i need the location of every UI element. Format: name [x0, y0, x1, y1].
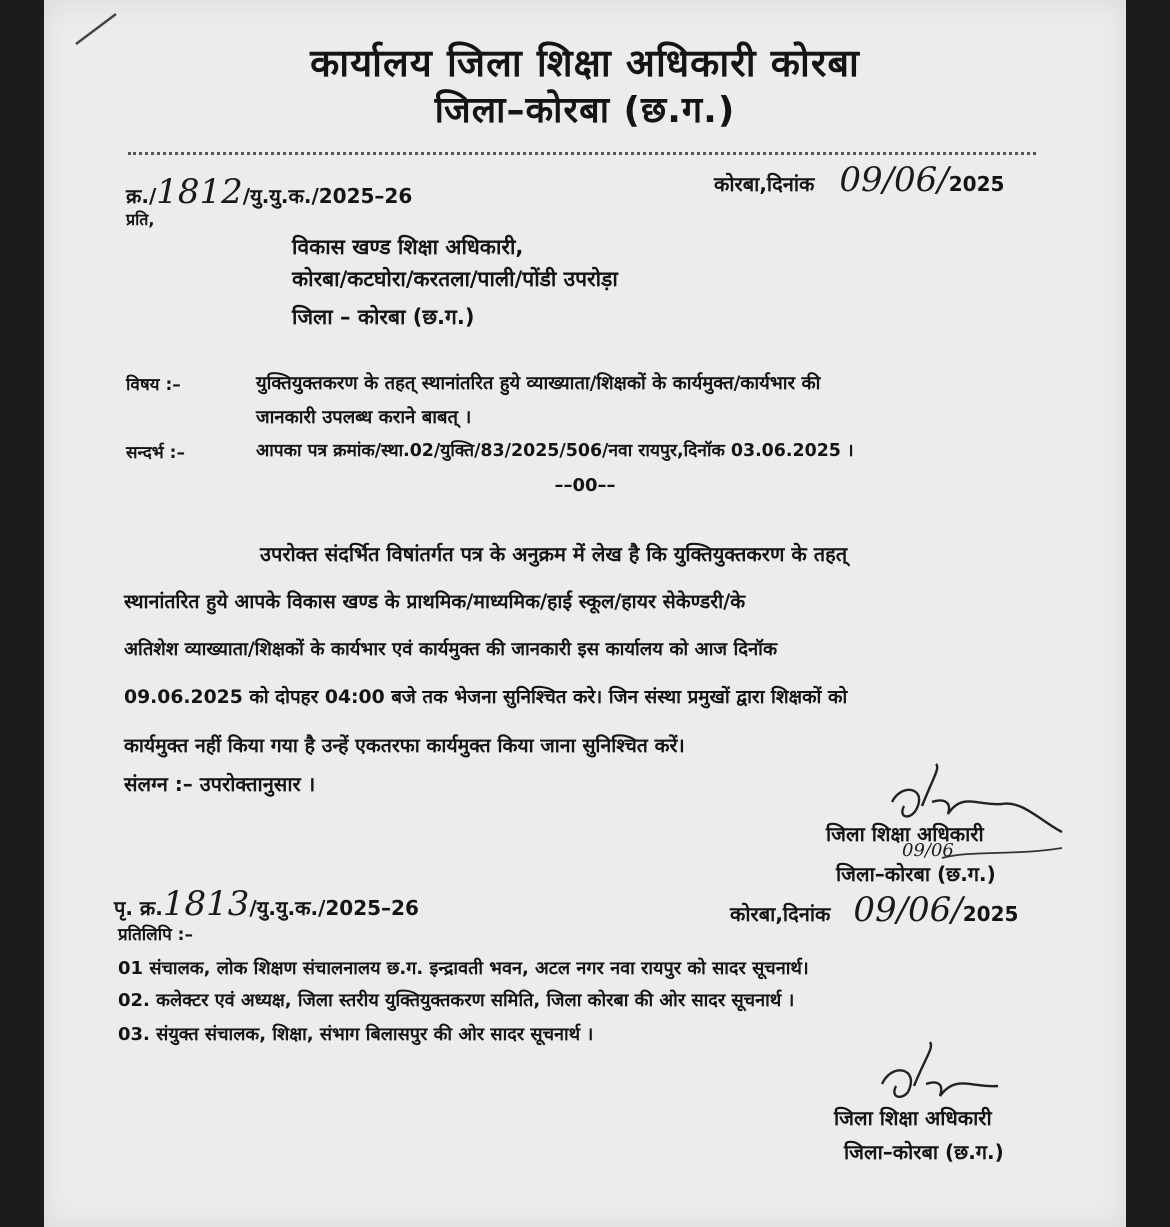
separator: ––00––: [554, 475, 616, 496]
copy-place-date-label: कोरबा,दिनांक: [730, 902, 831, 926]
to-label: प्रति,: [126, 210, 155, 229]
signature1-district: जिला–कोरबा (छ.ग.): [836, 862, 996, 886]
reference-text: आपका पत्र क्रमांक/स्था.02/युक्ति/83/2025/506/नवा रायपुर,दिनॉक 03.06.2025 ।: [256, 441, 854, 461]
body-line-3: अतिशेश व्याख्याता/शिक्षकों के कार्यभार एवं कार्यमुक्त की जानकारी इस कार्यालय को आज दिनॉक: [124, 639, 778, 660]
copy-item-1: 01 संचालक, लोक शिक्षण संचालनालय छ.ग. इन्द्रावती भवन, अटल नगर नवा रायपुर को सादर सूचनार्थ।: [118, 958, 809, 979]
ref-number-prefix: क्र./: [126, 184, 157, 208]
copy-number-handwritten: 1813: [162, 884, 250, 924]
ref-date-row: [714, 160, 1004, 200]
district-title: जिला–कोरबा (छ.ग.): [434, 90, 736, 131]
copy-date-handwritten: 09/06/: [853, 890, 963, 930]
copy-item-2: 02. कलेक्टर एवं अध्यक्ष, जिला स्तरीय युक्तियुक्तकरण समिति, जिला कोरबा की ओर सादर सूचनार्थ ।: [118, 990, 795, 1011]
copy-date-row: [730, 890, 1018, 930]
ref-date-year: 2025: [948, 172, 1005, 196]
header-divider: [128, 152, 1036, 155]
ref-number-handwritten: 1812: [156, 172, 243, 212]
body-line-5: कार्यमुक्त नहीं किया गया है उन्हें एकतरफा कार्यमुक्त किया जाना सुनिश्चित करें।: [124, 734, 685, 757]
copy-number-suffix: /यु.यु.क./2025–26: [249, 896, 419, 920]
copy-item-3: 03. संयुक्त संचालक, शिक्षा, संभाग बिलासपुर की ओर सादर सूचनार्थ ।: [118, 1024, 594, 1045]
signature1-title: जिला शिक्षा अधिकारी: [826, 822, 984, 846]
subject-line-2: जानकारी उपलब्ध कराने बाबत् ।: [256, 407, 472, 428]
ref-place-date-label: कोरबा,दिनांक: [714, 172, 815, 196]
body-line-2: स्थानांतरित हुये आपके विकास खण्ड के प्राथमिक/माध्यमिक/हाई स्कूल/हायर सेकेण्डरी/के: [124, 590, 746, 613]
recipient-line-3: जिला – कोरबा (छ.ग.): [292, 305, 475, 329]
recipient-line-2: कोरबा/कटघोरा/करतला/पाली/पोंडी उपरोड़ा: [292, 267, 618, 291]
copy-number-prefix: पृ. क्र.: [114, 896, 163, 920]
body-line-1: उपरोक्त संदर्भित विषांतर्गत पत्र के अनुक्रम में लेख है कि युक्तियुक्तकरण के तहत्: [260, 542, 848, 566]
enclosure-note: संलग्न :– उपरोक्तानुसार ।: [124, 772, 316, 796]
signature2-title: जिला शिक्षा अधिकारी: [834, 1106, 992, 1130]
copy-number-row: [114, 884, 419, 924]
subject-label: विषय :–: [126, 375, 181, 395]
copy-label: प्रतिलिपि :–: [118, 925, 193, 945]
recipient-line-1: विकास खण्ड शिक्षा अधिकारी,: [292, 235, 524, 259]
signature1-handwritten-date: 09/06: [902, 840, 954, 861]
letter-page: [44, 0, 1126, 1227]
signature2-district: जिला–कोरबा (छ.ग.): [844, 1140, 1004, 1164]
reference-label: सन्दर्भ :–: [126, 443, 185, 463]
copy-date-year: 2025: [962, 902, 1019, 926]
office-title: कार्यालय जिला शिक्षा अधिकारी कोरबा: [310, 41, 860, 85]
body-line-4: 09.06.2025 को दोपहर 04:00 बजे तक भेजना सुनिश्चित करे। जिन संस्था प्रमुखों द्वारा शिक्षकों को: [124, 687, 848, 708]
ref-date-handwritten: 09/06/: [839, 160, 949, 200]
subject-line-1: युक्तियुक्तकरण के तहत् स्थानांतरित हुये व्याख्याता/शिक्षकों के कार्यमुक्त/कार्यभार की: [256, 373, 821, 394]
ref-number-suffix: /यु.यु.क./2025–26: [242, 184, 413, 208]
ref-number-row: [126, 172, 412, 212]
